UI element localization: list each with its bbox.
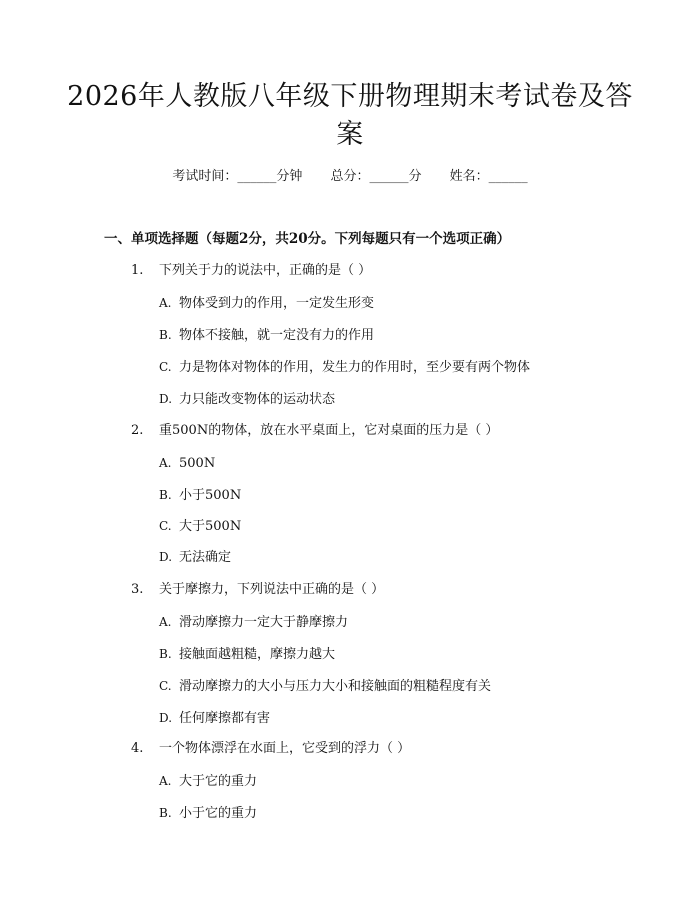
option-3d	[159, 709, 270, 728]
question-number: 1.	[131, 263, 144, 278]
student-name: 姓名：______	[449, 169, 528, 184]
page-title: 2026年人教版八年级下册物理期末考试卷及答案	[67, 81, 633, 150]
question-text: 一个物体漂浮在水面上，它受到的浮力（ ）	[159, 741, 411, 756]
option-text: 力是物体对物体的作用，发生力的作用时，至少要有两个物体	[179, 360, 531, 375]
option-1a	[159, 294, 374, 313]
option-letter: D.	[159, 711, 173, 725]
option-letter: B.	[159, 647, 172, 661]
option-1d	[159, 390, 335, 409]
option-3b	[159, 645, 335, 664]
option-letter: D.	[159, 392, 173, 406]
question-text: 重500N的物体，放在水平桌面上，它对桌面的压力是（ ）	[159, 423, 499, 438]
option-letter: C.	[159, 360, 172, 374]
exam-meta	[0, 168, 700, 186]
option-text: 无法确定	[179, 550, 232, 565]
question-number: 2.	[131, 423, 144, 438]
option-letter: A.	[159, 615, 172, 629]
question-number: 4.	[131, 741, 144, 756]
option-letter: A.	[159, 456, 172, 470]
option-text: 力只能改变物体的运动状态	[179, 392, 336, 407]
option-text: 滑动摩擦力的大小与压力大小和接触面的粗糙程度有关	[179, 679, 492, 694]
option-2a	[159, 454, 215, 473]
option-text: 任何摩擦都有害	[179, 711, 271, 726]
option-letter: A.	[159, 296, 172, 310]
question-3	[131, 581, 384, 599]
option-1b	[159, 326, 374, 345]
option-letter: A.	[159, 774, 172, 788]
option-letter: D.	[159, 550, 173, 564]
option-text: 滑动摩擦力一定大于静摩擦力	[179, 615, 349, 630]
option-4b	[159, 804, 257, 823]
option-4a	[159, 772, 257, 791]
option-text: 大于500N	[179, 519, 242, 534]
section-heading: 一、单项选择题（每题2分，共20分。下列每题只有一个选项正确）	[104, 231, 511, 247]
option-3c	[159, 677, 491, 696]
total-score: 总分：______分	[330, 169, 422, 184]
option-text: 大于它的重力	[179, 774, 258, 789]
option-letter: B.	[159, 328, 172, 342]
option-2c	[159, 517, 241, 536]
question-1	[131, 262, 371, 280]
question-4	[131, 740, 410, 758]
option-1c	[159, 358, 530, 377]
option-text: 接触面越粗糙，摩擦力越大	[179, 647, 336, 662]
option-text: 小于500N	[179, 488, 242, 503]
option-text: 物体受到力的作用，一定发生形变	[179, 296, 375, 311]
option-letter: C.	[159, 679, 172, 693]
option-text: 小于它的重力	[179, 806, 258, 821]
option-text: 物体不接触，就一定没有力的作用	[179, 328, 375, 343]
question-number: 3.	[131, 582, 144, 597]
question-2	[131, 422, 498, 440]
exam-time: 考试时间：______分钟	[172, 169, 303, 184]
option-letter: B.	[159, 806, 172, 820]
question-text: 下列关于力的说法中，正确的是（ ）	[159, 263, 372, 278]
question-text: 关于摩擦力，下列说法中正确的是（ ）	[159, 582, 385, 597]
option-letter: C.	[159, 519, 172, 533]
option-2b	[159, 486, 241, 505]
option-text: 500N	[179, 456, 216, 471]
option-letter: B.	[159, 488, 172, 502]
option-3a	[159, 613, 348, 632]
option-2d	[159, 548, 231, 567]
